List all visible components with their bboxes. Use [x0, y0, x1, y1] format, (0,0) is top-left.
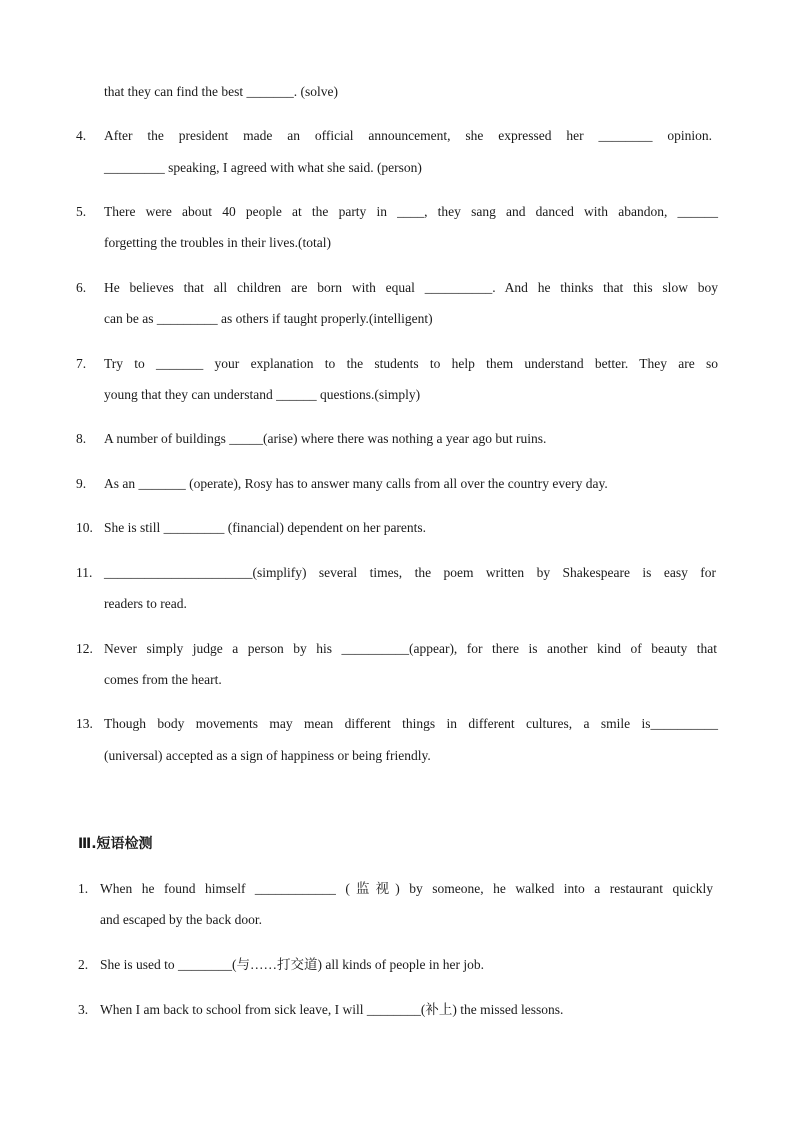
item-text-line: There were about 40 people at the party in ____, they sang and danced with abandon, ______ — [104, 204, 718, 219]
continued-sentence: that they can find the best _______. (solve) — [104, 84, 338, 99]
item-text-line: (universal) accepted as a sign of happiness or being friendly. — [104, 748, 431, 763]
item-text-line: Try to _______ your explanation to the students to help them understand better. They are so — [104, 356, 718, 371]
item-number: 2. — [78, 957, 89, 972]
item-text-line: She is still _________ (financial) dependent on her parents. — [104, 520, 427, 535]
item-text-line: When he found himself ____________ (监视) by someone, he walked into a restaurant quickly — [100, 881, 713, 896]
item-text-line: Never simply judge a person by his __________(appear), for there is another kind of beauty that — [104, 641, 717, 656]
item-number: 4. — [76, 128, 87, 143]
item-number: 9. — [76, 476, 87, 491]
item-number: 13. — [76, 716, 93, 731]
item-text-line: She is used to ________(与……打交道) all kinds of people in her job. — [100, 957, 484, 972]
item-number: 8. — [76, 431, 87, 446]
item-text-line: He believes that all children are born with equal __________. And he thinks that this slow boy — [104, 280, 718, 295]
item-text-line: A number of buildings _____(arise) where there was nothing a year ago but ruins. — [104, 431, 547, 446]
item-number: 7. — [76, 356, 87, 371]
item-number: 5. — [76, 204, 87, 219]
item-text-line: Though body movements may mean different things in different cultures, a smile is__________ — [104, 716, 718, 731]
item-text-line: After the president made an official announcement, she expressed her ________ opinion. — [104, 128, 712, 143]
item-text-line: young that they can understand ______ questions.(simply) — [104, 387, 421, 402]
section-title: Ⅲ.短语检测 — [78, 836, 153, 852]
item-text-line: When I am back to school from sick leave, I will ________(补上) the missed lessons. — [100, 1002, 564, 1017]
item-number: 1. — [78, 881, 89, 896]
item-number: 10. — [76, 520, 93, 535]
item-number: 12. — [76, 641, 93, 656]
item-text-line: forgetting the troubles in their lives.(total) — [104, 235, 331, 250]
item-text-line: can be as _________ as others if taught properly.(intelligent) — [104, 311, 433, 326]
item-number: 3. — [78, 1002, 89, 1017]
item-number: 6. — [76, 280, 87, 295]
item-text-line: and escaped by the back door. — [100, 912, 262, 927]
item-text-line: ______________________(simplify) several times, the poem written by Shakespeare is easy for — [104, 565, 716, 580]
item-text-line: readers to read. — [104, 596, 187, 611]
item-number: 11. — [76, 565, 93, 580]
item-text-line: As an _______ (operate), Rosy has to answer many calls from all over the country every day. — [104, 476, 608, 491]
item-text-line: comes from the heart. — [104, 672, 222, 687]
item-text-line: _________ speaking, I agreed with what she said. (person) — [104, 160, 422, 175]
